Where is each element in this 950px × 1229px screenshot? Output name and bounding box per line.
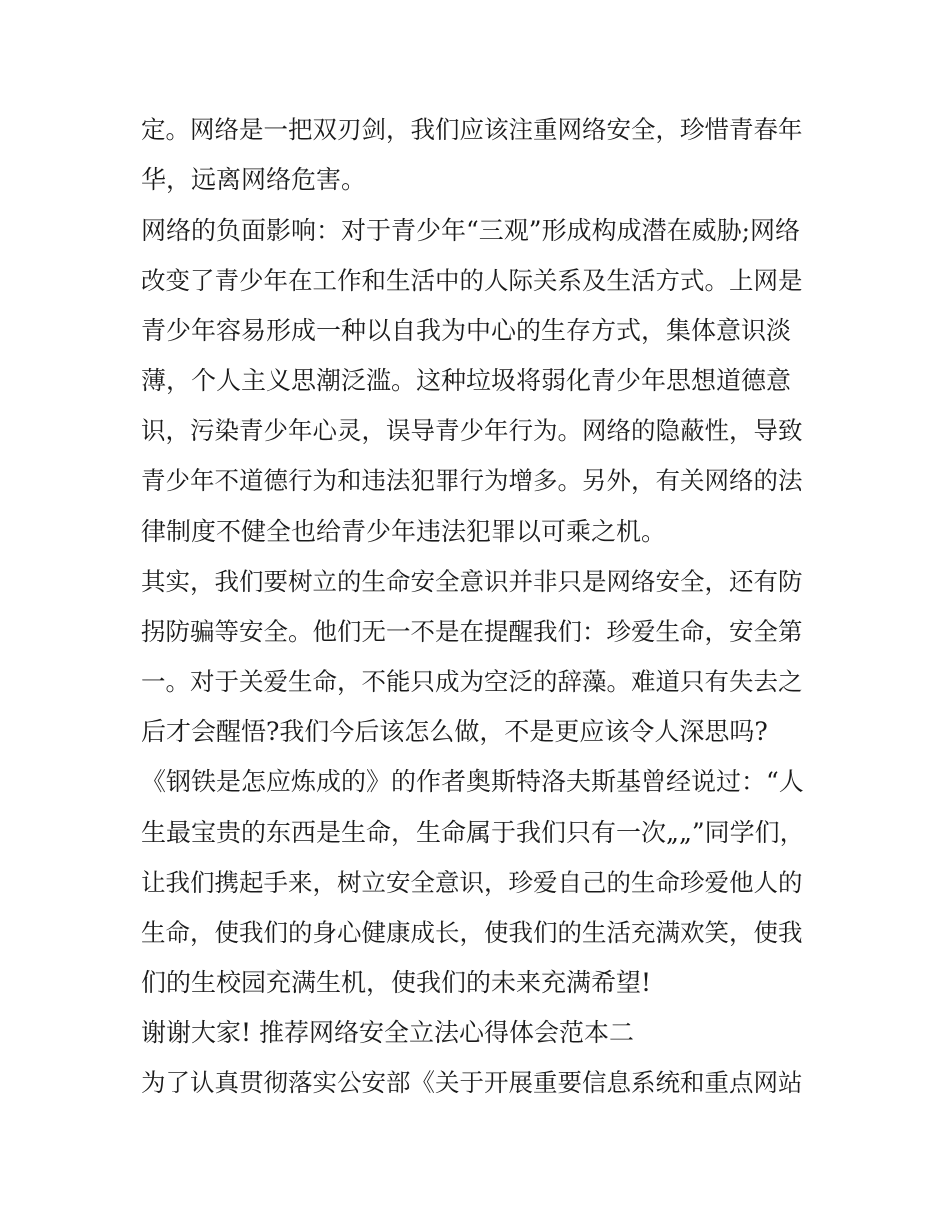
text-line: 网络的负面影响：对于青少年“三观”形成构成潜在威胁;网络 <box>141 216 800 245</box>
text-line: 改变了青少年在工作和生活中的人际关系及生活方式。上网是 <box>141 266 803 295</box>
text-line: 定。网络是一把双刃剑，我们应该注重网络安全，珍惜青春年 <box>141 115 803 144</box>
text-line: 青少年不道德行为和违法犯罪行为增多。另外，有关网络的法 <box>141 466 803 495</box>
text-line: 识，污染青少年心灵，误导青少年行为。网络的隐蔽性，导致 <box>141 416 803 445</box>
text-line: 后才会醒悟?我们今后该怎么做，不是更应该令人深思吗? <box>141 717 768 746</box>
text-line: 们的生校园充满生机，使我们的未来充满希望! <box>141 968 652 997</box>
text-line: 为了认真贯彻落实公安部《关于开展重要信息系统和重点网站 <box>141 1068 803 1097</box>
text-line: 拐防骗等安全。他们无一不是在提醒我们：珍爱生命，安全第 <box>141 617 803 646</box>
text-line: 生最宝贵的东西是生命，生命属于我们只有一次„„”同学们， <box>141 818 805 847</box>
text-line: 律制度不健全也给青少年违法犯罪以可乘之机。 <box>141 517 667 546</box>
text-line: 一。对于关爱生命，不能只成为空泛的辞藻。难道只有失去之 <box>141 667 803 696</box>
text-line: 华，远离网络危害。 <box>141 165 367 194</box>
text-line: 其实，我们要树立的生命安全意识并非只是网络安全，还有防 <box>141 567 803 596</box>
text-line: 青少年容易形成一种以自我为中心的生存方式，集体意识淡 <box>141 316 792 345</box>
text-line: 谢谢大家! 推荐网络安全立法心得体会范本二 <box>141 1018 634 1047</box>
text-line: 薄，个人主义思潮泛滥。这种垃圾将弱化青少年思想道德意 <box>141 366 792 395</box>
text-line: 让我们携起手来，树立安全意识，珍爱自己的生命珍爱他人的 <box>141 868 803 897</box>
text-line: 《钢铁是怎应炼成的》的作者奥斯特洛夫斯基曾经说过：“人 <box>141 767 804 796</box>
text-line: 生命，使我们的身心健康成长，使我们的生活充满欢笑，使我 <box>141 918 803 947</box>
